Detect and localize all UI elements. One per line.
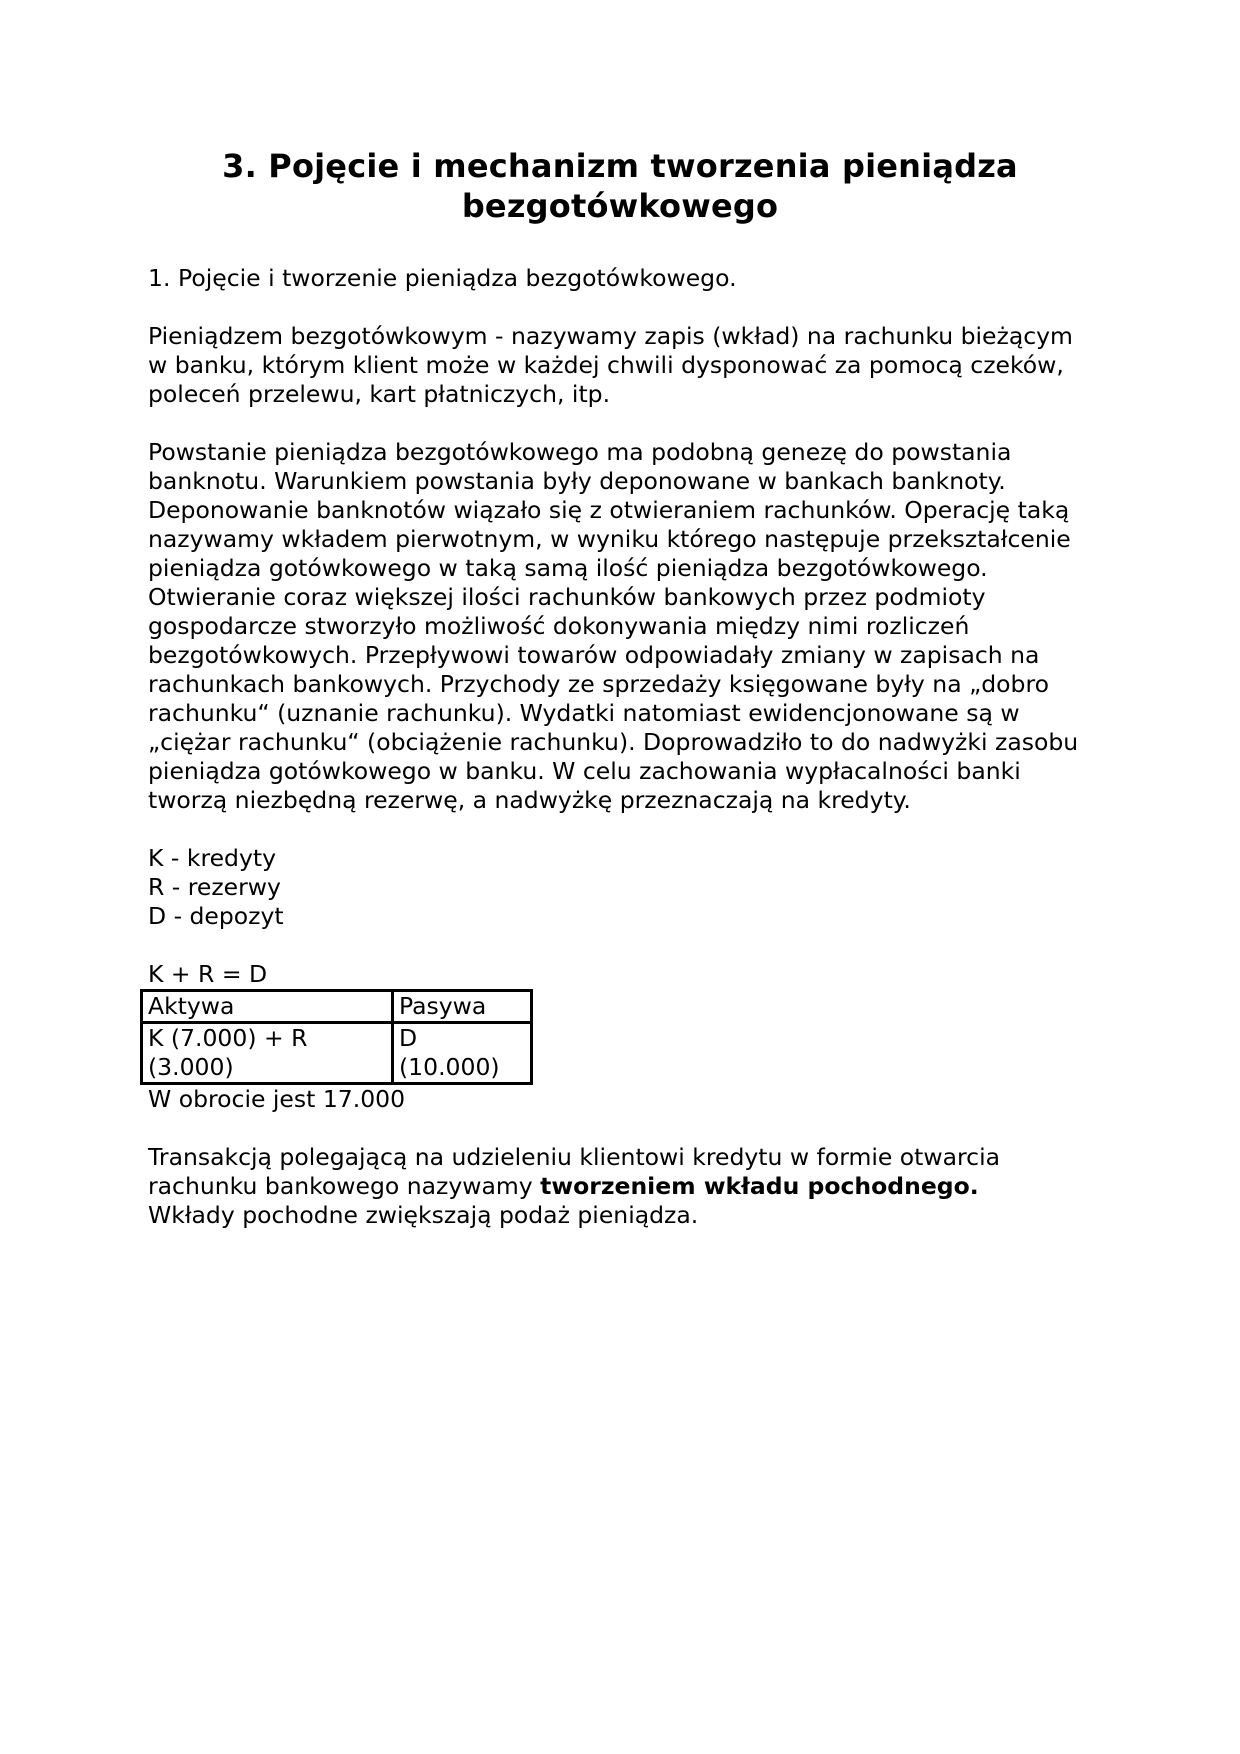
legend-item-credits: K - kredyty (148, 844, 276, 872)
table-cell-assets: K (7.000) + R (3.000) (142, 1023, 393, 1084)
table-header-liabilities: Pasywa (393, 991, 532, 1023)
spacer (148, 409, 1092, 438)
spacer (148, 1114, 1092, 1143)
definition-paragraph: Pieniądzem bezgotówkowym - nazywamy zapis (wkład) na rachunku bieżącym w banku, którym klient może w każdej chwili dysponować za pomocą czeków, poleceń przelewu, kart płatniczych, itp. (148, 322, 1073, 408)
spacer (148, 815, 1092, 844)
table-header-assets: Aktywa (142, 991, 393, 1023)
spacer (148, 931, 1092, 960)
document-title: 3. Pojęcie i mechanizm tworzenia pieniądza bezgotówkowego (222, 147, 1018, 225)
accounts-paragraph: Otwieranie coraz większej ilości rachunków bankowych przez podmioty gospodarcze stworzyło możliwość dokonywania między nimi rozliczeń bezgotówkowych. Przepływowi towarów odpowiadały zmiany w zapisach na rachunkach bankowych. Przychody ze sprzedaży księgowane były na „dobro rachunku“ (uznanie rachunku). Wydatki natomiast ewidencjonowane są w „ciężar rachunku“ (obciążenie rachunku). Doprowadziło to do nadwyżki zasobu pieniądza gotówkowego w banku. W celu zachowania wypłacalności banki tworzą niezbędną rezerwę, a nadwyżkę przeznaczają na kredyty. (148, 583, 1079, 814)
legend-item-reserves: R - rezerwy (148, 873, 281, 901)
closing-bold-term: tworzeniem wkładu pochodnego. (540, 1172, 979, 1200)
legend-item-deposit: D - depozyt (148, 902, 284, 930)
circulation-note: W obrocie jest 17.000 (148, 1085, 406, 1113)
document-body (148, 264, 1092, 1230)
section-heading (148, 264, 1092, 293)
closing-final-sentence: Wkłady pochodne zwiększają podaż pieniądza. (148, 1201, 699, 1229)
origin-paragraph: Powstanie pieniądza bezgotówkowego ma podobną genezę do powstania banknotu. Warunkiem powstania były deponowane w bankach banknoty. Deponowanie banknotów wiązało się z otwieraniem rachunków. Operację taką nazywamy wkładem pierwotnym, w wyniku którego następuje przekształcenie pieniądza gotówkowego w taką samą ilość pieniądza bezgotówkowego. (148, 438, 1071, 582)
closing-paragraph (148, 1143, 1092, 1201)
equation: K + R = D (148, 960, 268, 988)
spacer (148, 293, 1092, 322)
closing-text: Transakcją polegającą na udzieleniu klientowi kredytu w formie otwarcia rachunku bankowego nazywamy (148, 1143, 1001, 1200)
section-heading-text: Pojęcie i tworzenie pieniądza bezgotówkowego. (178, 264, 737, 292)
table-header-row (142, 991, 532, 1023)
table-cell-liabilities: D (10.000) (393, 1023, 532, 1084)
balance-table (140, 989, 533, 1085)
section-number: 1. (148, 264, 171, 292)
table-row (142, 1023, 532, 1084)
